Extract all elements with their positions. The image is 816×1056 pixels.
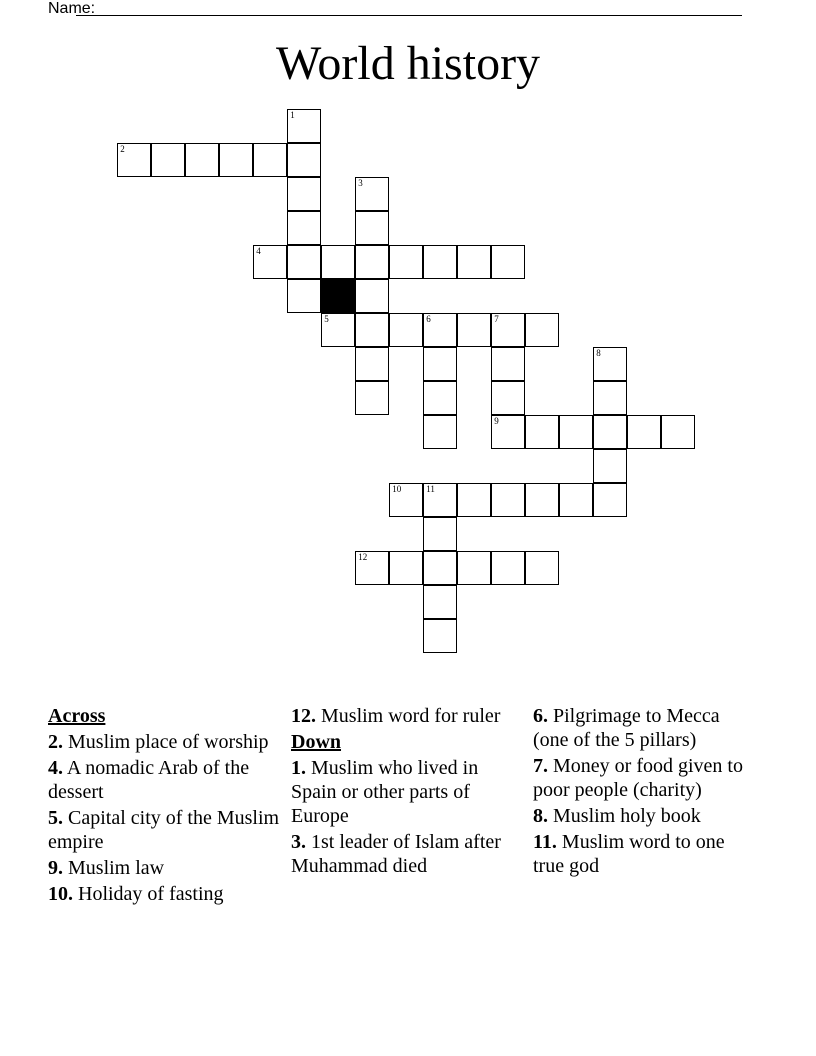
clue-across-4: 4. A nomadic Arab of the dessert [48,757,250,803]
grid-cell[interactable] [185,143,219,177]
clue-down-8: 8. Muslim holy book [533,805,701,827]
grid-cell[interactable] [457,483,491,517]
grid-cell[interactable] [457,313,491,347]
grid-cell[interactable] [423,245,457,279]
grid-cell[interactable] [355,245,389,279]
grid-cell[interactable] [457,245,491,279]
clue-down-3: 3. 1st leader of Islam after Muhammad died [291,831,501,877]
grid-cell[interactable] [423,619,457,653]
grid-cell[interactable] [355,211,389,245]
clue-across-5: 5. Capital city of the Muslim empire [48,807,280,853]
grid-cell[interactable] [525,551,559,585]
grid-cell[interactable] [593,483,627,517]
grid-cell[interactable] [287,211,321,245]
clue-down-1: 1. Muslim who lived in Spain or other parts of Europe [291,757,479,827]
clue-down-7: 7. Money or food given to poor people (charity) [533,755,743,801]
cell-number: 2 [120,144,125,155]
grid-cell[interactable] [355,381,389,415]
across-heading: Across [48,705,106,727]
cell-number: 11 [426,484,435,495]
grid-cell[interactable] [389,313,423,347]
clues-column-3 [533,704,743,880]
black-cell [321,279,355,313]
cell-number: 9 [494,416,499,427]
grid-cell[interactable] [355,313,389,347]
grid-cell[interactable] [389,483,423,517]
grid-cell[interactable] [559,415,593,449]
grid-cell[interactable] [491,381,525,415]
grid-cell[interactable] [389,551,423,585]
clue-across-9: 9. Muslim law [48,857,165,879]
clue-across-10: 10. Holiday of fasting [48,883,224,905]
grid-cell[interactable] [253,245,287,279]
grid-cell[interactable] [389,245,423,279]
grid-cell[interactable] [457,551,491,585]
cell-number: 12 [358,552,368,563]
cell-number: 6 [426,314,431,325]
cell-number: 8 [596,348,601,359]
cell-number: 5 [324,314,329,325]
grid-cell[interactable] [355,177,389,211]
cell-number: 3 [358,178,363,189]
grid-cell[interactable] [287,143,321,177]
grid-cell[interactable] [491,313,525,347]
cell-number: 10 [392,484,402,495]
grid-cell[interactable] [287,245,321,279]
grid-cell[interactable] [491,551,525,585]
grid-cell[interactable] [423,585,457,619]
down-heading: Down [291,731,342,753]
clue-down-11: 11. Muslim word to one true god [533,831,725,877]
grid-cell[interactable] [287,279,321,313]
cell-number: 7 [494,314,499,325]
grid-cell[interactable] [593,347,627,381]
grid-cell[interactable] [423,313,457,347]
grid-cell[interactable] [491,415,525,449]
clue-down-6: 6. Pilgrimage to Mecca (one of the 5 pillars) [533,705,720,751]
clues-column-1 [48,704,284,908]
grid-cell[interactable] [423,347,457,381]
grid-cell[interactable] [525,313,559,347]
clue-across-2: 2. Muslim place of worship [48,731,269,753]
grid-cell[interactable] [491,347,525,381]
grid-cell[interactable] [151,143,185,177]
name-input-line[interactable] [76,15,742,16]
grid-cell[interactable] [355,551,389,585]
grid-cell[interactable] [491,483,525,517]
grid-cell[interactable] [423,551,457,585]
cell-number: 4 [256,246,261,257]
clues-column-2 [291,704,527,880]
grid-cell[interactable] [287,109,321,143]
grid-cell[interactable] [661,415,695,449]
grid-cell[interactable] [627,415,661,449]
clue-across-12: 12. Muslim word for ruler [291,705,501,727]
grid-cell[interactable] [593,415,627,449]
grid-cell[interactable] [219,143,253,177]
grid-cell[interactable] [593,449,627,483]
grid-cell[interactable] [287,177,321,211]
grid-cell[interactable] [525,483,559,517]
grid-cell[interactable] [423,517,457,551]
grid-cell[interactable] [491,245,525,279]
grid-cell[interactable] [355,279,389,313]
grid-cell[interactable] [321,245,355,279]
cell-number: 1 [290,110,295,121]
grid-cell[interactable] [321,313,355,347]
grid-cell[interactable] [423,381,457,415]
grid-cell[interactable] [355,347,389,381]
page-title: World history [275,37,541,90]
name-label: Name: [48,0,96,17]
grid-cell[interactable] [525,415,559,449]
grid-cell[interactable] [117,143,151,177]
grid-cell[interactable] [559,483,593,517]
grid-cell[interactable] [423,483,457,517]
grid-cell[interactable] [253,143,287,177]
grid-cell[interactable] [593,381,627,415]
grid-cell[interactable] [423,415,457,449]
